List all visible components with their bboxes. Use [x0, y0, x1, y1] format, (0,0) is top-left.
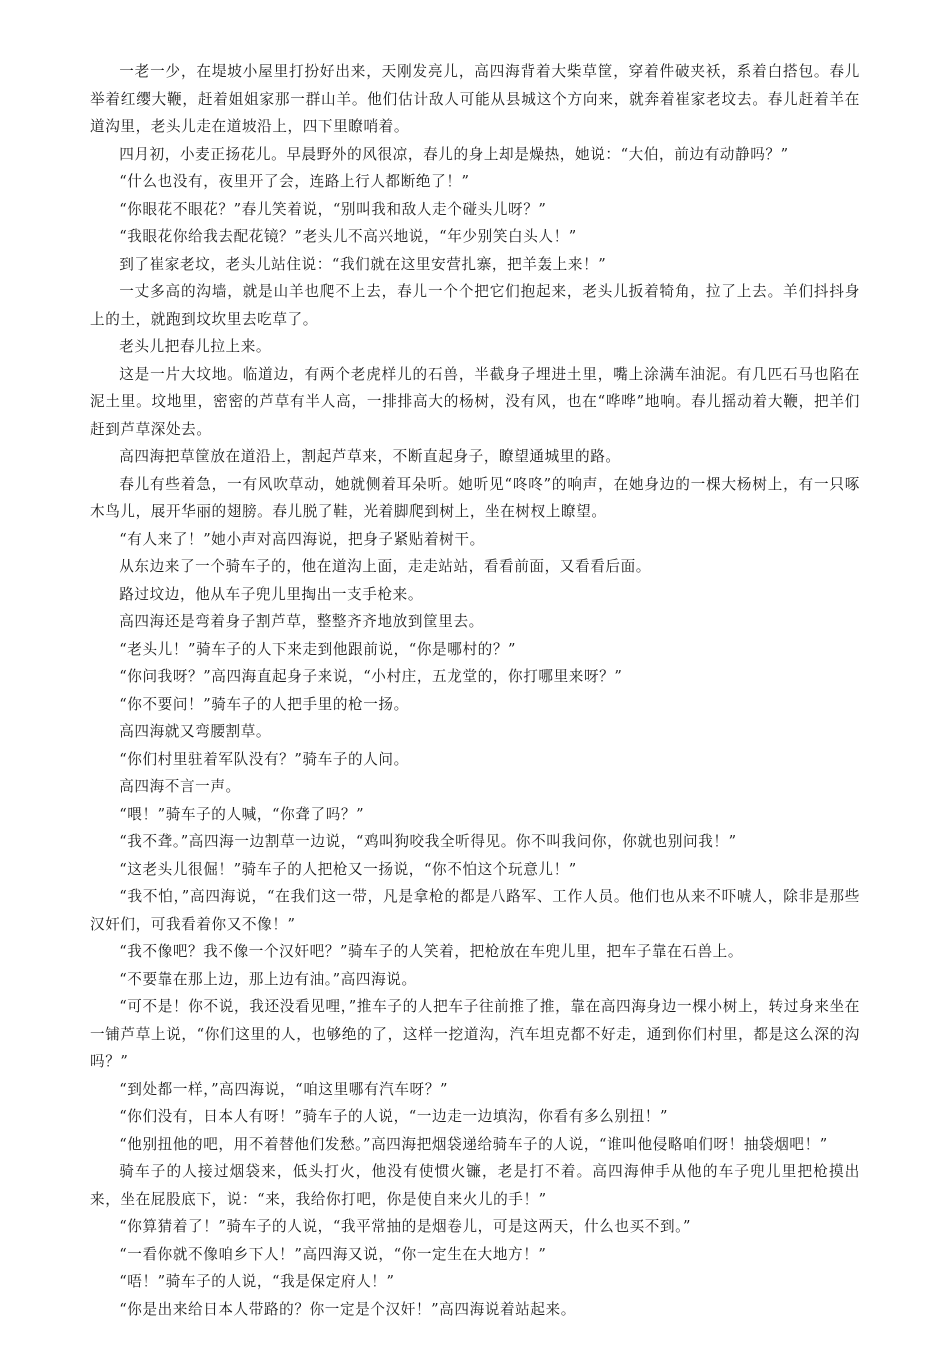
- paragraph: 高四海不言一声。: [119, 778, 241, 795]
- paragraph: 四月初，小麦正扬花儿。早晨野外的风很凉，春儿的身上却是燥热，她说：“大伯，前边有动静吗？”: [119, 145, 789, 163]
- paragraph: “不要靠在那上边，那上边有油。”高四海说。: [119, 970, 417, 988]
- paragraph: 高四海就又弯腰割草。: [119, 723, 272, 740]
- paragraph: 高四海还是弯着身子割芦草，整整齐齐地放到筐里去。: [119, 613, 484, 630]
- paragraph: “你眼花不眼花？”春儿笑着说，“别叫我和敌人走个碰头儿呀？”: [119, 200, 547, 218]
- paragraph: 春儿有些着急，一有风吹草动，她就侧着耳朵听。她听见“咚咚”的响声，在她身边的一棵大杨树上，有一只啄木鸟儿，展开华丽的翅膀。春儿脱了鞋，光着脚爬到树上，坐在树杈上瞭望。: [90, 475, 860, 520]
- document-body: [90, 58, 860, 1323]
- paragraph: 骑车子的人接过烟袋来，低头打火，他没有使惯火镰，老是打不着。高四海伸手从他的车子兜儿里把枪摸出来，坐在屁股底下，说：“来，我给你打吧，你是使自来火儿的手！”: [90, 1163, 860, 1208]
- paragraph: 一丈多高的沟墙，就是山羊也爬不上去，春儿一个个把它们抱起来，老头儿扳着犄角，拉了上去。羊们抖抖身上的土，就跑到坟坎里去吃草了。: [90, 283, 860, 328]
- paragraph: 从东边来了一个骑车子的，他在道沟上面，走走站站，看看前面，又看看后面。: [119, 558, 651, 575]
- paragraph: 老头儿把春儿拉上来。: [119, 338, 272, 355]
- paragraph: “到处都一样，”高四海说，“咱这里哪有汽车呀？”: [119, 1080, 449, 1098]
- paragraph: “什么也没有，夜里开了会，连路上行人都断绝了！”: [119, 173, 470, 190]
- paragraph: “老头儿！”骑车子的人下来走到他跟前说，“你是哪村的？”: [119, 640, 517, 658]
- paragraph: “这老头儿很倔！”骑车子的人把枪又一扬说，“你不怕这个玩意儿！”: [119, 860, 577, 878]
- paragraph: 到了崔家老坟，老头儿站住说：“我们就在这里安营扎寨，把羊轰上来！”: [119, 255, 607, 273]
- paragraph: “你是出来给日本人带路的？你一定是个汉奸！”高四海说着站起来。: [119, 1300, 576, 1318]
- paragraph: “我不怕，”高四海说，“在我们这一带，凡是拿枪的都是八路军、工作人员。他们也从来不吓唬人，除非是那些汉奸们，可我看着你又不像！”: [90, 888, 860, 933]
- paragraph: “你问我呀？”高四海直起身子来说，“小村庄，五龙堂的，你打哪里来呀？”: [119, 668, 623, 685]
- paragraph: “他别扭他的吧，用不着替他们发愁。”高四海把烟袋递给骑车子的人说，“谁叫他侵略咱们呀！抽袋烟吧！”: [119, 1135, 828, 1153]
- paragraph: “我不像吧？我不像一个汉奸吧？”骑车子的人笑着，把枪放在车兜儿里，把车子靠在石兽上。: [119, 943, 744, 960]
- paragraph: “我眼花你给我去配花镜？”老头儿不高兴地说，“年少别笑白头人！”: [119, 228, 577, 245]
- paragraph: 这是一片大坟地。临道边，有两个老虎样儿的石兽，半截身子埋进土里，嘴上涂满车油泥。有几匹石马也陷在泥土里。坟地里，密密的芦草有半人高，一排排高大的杨树，没有风，也在“哗哗”地响。春儿摇动着大鞭，把羊们赶到芦草深处去。: [90, 365, 860, 438]
- paragraph: 路过坟边，他从车子兜儿里掏出一支手枪来。: [119, 585, 424, 603]
- paragraph: “我不聋。”高四海一边割草一边说，“鸡叫狗咬我全听得见。你不叫我问你，你就也别问我！”: [119, 833, 737, 850]
- paragraph: 高四海把草筐放在道沿上，割起芦草来，不断直起身子，瞭望通城里的路。: [119, 448, 621, 465]
- paragraph: “一看你就不像咱乡下人！”高四海又说，“你一定生在大地方！”: [119, 1245, 547, 1263]
- paragraph: “你们没有，日本人有呀！”骑车子的人说，“一边走一边填沟，你看有多么别扭！”: [119, 1108, 669, 1125]
- paragraph: “可不是！你不说，我还没看见哩，”推车子的人把车子往前推了推，靠在高四海身边一棵小树上，转过身来坐在一铺芦草上说，“你们这里的人，也够绝的了，这样一挖道沟，汽车坦克都不好走，通到你们村里，都是这么深的沟吗？”: [90, 998, 860, 1070]
- paragraph: 一老一少，在堤坡小屋里打扮好出来，天刚发亮儿，高四海背着大柴草筐，穿着件破夹袄，系着白搭包。春儿举着红缨大鞭，赶着姐姐家那一群山羊。他们估计敌人可能从县城这个方向来，就奔着崔家老坟去。春儿赶着羊在道沟里，老头儿走在道坡沿上，四下里瞭哨着。: [90, 63, 860, 135]
- paragraph: “有人来了！”她小声对高四海说，把身子紧贴着树干。: [119, 530, 485, 548]
- paragraph: “喂！”骑车子的人喊，“你聋了吗？”: [119, 805, 365, 823]
- paragraph: “你不要问！”骑车子的人把手里的枪一扬。: [119, 695, 409, 713]
- paragraph: “你们村里驻着军队没有？”骑车子的人问。: [119, 750, 409, 768]
- paragraph: “你算猜着了！”骑车子的人说，“我平常抽的是烟卷儿，可是这两天，什么也买不到。”: [119, 1218, 692, 1235]
- paragraph: “唔！”骑车子的人说，“我是保定府人！”: [119, 1273, 395, 1290]
